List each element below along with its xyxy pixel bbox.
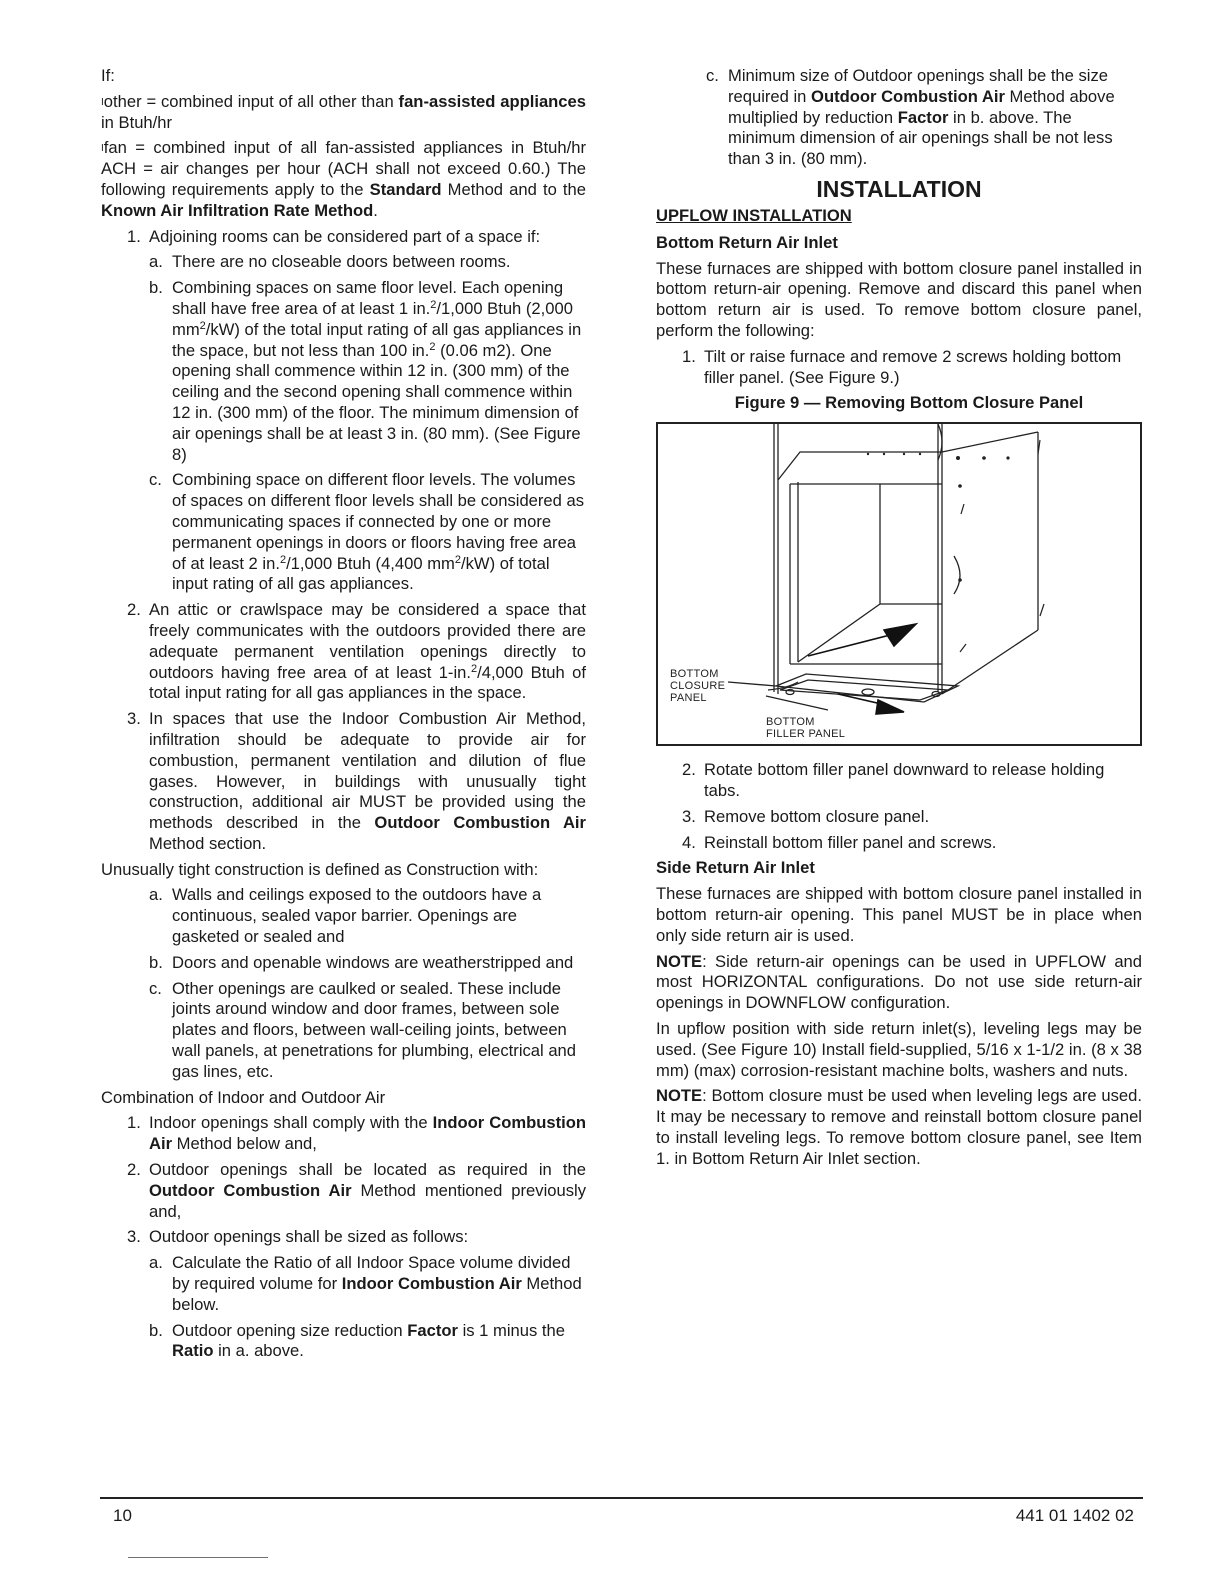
upflow-leveling-paragraph: In upflow position with side return inlet(s), leveling legs may be used. (See Figure 10) Install field-supplied, 5/16 x 1-1/2 in. (8 x 38 mm) (max) corrosion-resistant machine bolts, washers and nuts. bbox=[656, 1018, 1142, 1080]
bottom-closure-panel-label: BOTTOM CLOSURE PANEL bbox=[670, 668, 726, 705]
list-item-attic-crawlspace: 2. An attic or crawlspace may be considered a space that freely communicates with the outdoors provided there are adequate permanent ventilation openings directly to outdoors having free area of at least 1-in.$^2$/4,000 Btuh of total input rating for all gas appliances in the space. bbox=[127, 600, 586, 703]
step-3: 3. Remove bottom closure panel. bbox=[682, 806, 930, 826]
list-item-doors-windows: b. Doors and openable windows are weatherstripped and bbox=[149, 952, 574, 972]
list-item-indoor-combustion: 3. In spaces that use the Indoor Combustion Air Method, infiltration should be adequate to provide air for combustion, permanent ventilation and dilution of flue gases. However, in buildings with unusually tight construction, additional air MUST be provided using the methods described in the Outdoor Combustion Air Method section. bbox=[127, 709, 586, 853]
iother-definition: $^I$other = combined input of all other than fan-assisted appliances in Btuh/hr bbox=[101, 91, 586, 132]
installation-heading: INSTALLATION bbox=[816, 175, 982, 202]
document-number: 441 01 1402 02 bbox=[1015, 1506, 1134, 1525]
step-4: 4. Reinstall bottom filler panel and screws. bbox=[682, 832, 997, 852]
combination-intro: Combination of Indoor and Outdoor Air bbox=[101, 1087, 386, 1107]
page-number: 10 bbox=[113, 1506, 132, 1525]
list-item-adjoining-rooms: 1. Adjoining rooms can be considered part of a space if: bbox=[127, 226, 541, 246]
note-bottom-closure: NOTE: Bottom closure must be used when leveling legs are used. It may be necessary to remove and reinstall bottom closure panel to install leveling legs. To remove bottom closure panel, see Item 1. in Bottom Return Air Inlet section. bbox=[656, 1086, 1142, 1168]
bottom-return-paragraph: These furnaces are shipped with bottom closure panel installed in bottom return-air opening. Remove and discard this panel when bottom return air is used. To remove bottom closure panel, perform the following: bbox=[656, 258, 1142, 340]
upflow-installation-heading: UPFLOW INSTALLATION bbox=[656, 205, 852, 225]
note-side-return: NOTE: Side return-air openings can be used in UPFLOW and most HORIZONTAL configurations. Do not use side return-air openings in DOWNFLOW configuration. bbox=[656, 951, 1142, 1013]
link-underline bbox=[128, 1557, 268, 1558]
list-item-outdoor-location: 2. Outdoor openings shall be located as required in the Outdoor Combustion Air Method mentioned previously and, bbox=[127, 1160, 587, 1221]
list-item-other-openings: c. Other openings are caulked or sealed. These include joints around window and door frames, between sole plates and floors, between wall-ceiling joints, between wall panels, at penetrations for plumbing, electrical and gas lines, etc. bbox=[149, 978, 577, 1081]
side-return-paragraph: These furnaces are shipped with bottom closure panel installed in bottom return-air opening. This panel MUST be in place when only side return air is used. bbox=[656, 884, 1142, 945]
figure-caption: Figure 9 — Removing Bottom Closure Panel bbox=[734, 393, 1084, 413]
list-item-same-floor: b. Combining spaces on same floor level. Each opening shall have free area of at least 1 in.$^2$/1,000 Btuh (2,000 $mm^2/kW$) of the total input rating of all gas appliances in the space, but not less than 100 in.$^2$ (0.06 m2). One opening shall commence within 12 in. (300 mm) of the ceiling and the second opening shall commence within 12 in. (300 mm) of the floor. The minimum dimension of air openings shall be at least 3 in. (80 mm). (See Figure 8) bbox=[149, 278, 582, 464]
list-item-indoor-openings: 1. Indoor openings shall comply with the Indoor Combustion Air Method below and, bbox=[127, 1113, 586, 1154]
if-line: If: bbox=[101, 66, 115, 85]
list-item-no-doors: a. There are no closeable doors between rooms. bbox=[149, 252, 511, 272]
list-item-walls-ceilings: a. Walls and ceilings exposed to the outdoors have a continuous, sealed vapor barrier. Openings are gasketed or sealed and bbox=[149, 885, 542, 947]
bottom-filler-panel-label: BOTTOM FILLER PANEL bbox=[766, 716, 846, 741]
footer-rule bbox=[100, 1497, 1143, 1499]
list-item-outdoor-size: 3. Outdoor openings shall be sized as follows: bbox=[127, 1227, 469, 1247]
step-1: 1. Tilt or raise furnace and remove 2 screws holding bottom filler panel. (See Figure 9.) bbox=[682, 346, 1122, 387]
list-item-minimum-outdoor: c. Minimum size of Outdoor openings shall be the size required in Outdoor Combustion Air Method above multiplied by reduction Factor in b. above. The minimum dimension of air openings shall be not less than 3 in. (80 mm). bbox=[706, 66, 1115, 169]
furnace-drawing bbox=[658, 424, 1140, 744]
ifan-definition: $^I$fan = combined input of all fan-assisted appliances in Btuh/hr ACH = air changes per hour (ACH shall not exceed 0.60.) The following requirements apply to the Standard Method and to the Known Air Infiltration Rate Method. bbox=[101, 138, 586, 220]
list-item-reduction-factor: b. Outdoor opening size reduction Factor is 1 minus the Ratio in a. above. bbox=[149, 1320, 565, 1361]
side-return-heading: Side Return Air Inlet bbox=[656, 858, 815, 878]
tight-construction-intro: Unusually tight construction is defined as Construction with: bbox=[101, 859, 539, 879]
list-item-calculate-ratio: a. Calculate the Ratio of all Indoor Space volume divided by required volume for Indoor Combustion Air Method below. bbox=[149, 1253, 582, 1314]
left-column bbox=[101, 66, 586, 1367]
bottom-return-heading: Bottom Return Air Inlet bbox=[656, 232, 838, 252]
step-2: 2. Rotate bottom filler panel downward to release holding tabs. bbox=[682, 760, 1105, 800]
list-item-different-floors: c. Combining space on different floor levels. The volumes of spaces on different floor levels shall be considered as communicating spaces if connected by one or more permanent openings in doors or floors having free area of at least 2 in.$^2$/1,000 Btuh (4,400 $mm^2/kW$) of total input rating of all gas appliances. bbox=[149, 470, 585, 594]
furnace-figure bbox=[656, 422, 1142, 746]
right-column bbox=[656, 66, 1142, 1175]
